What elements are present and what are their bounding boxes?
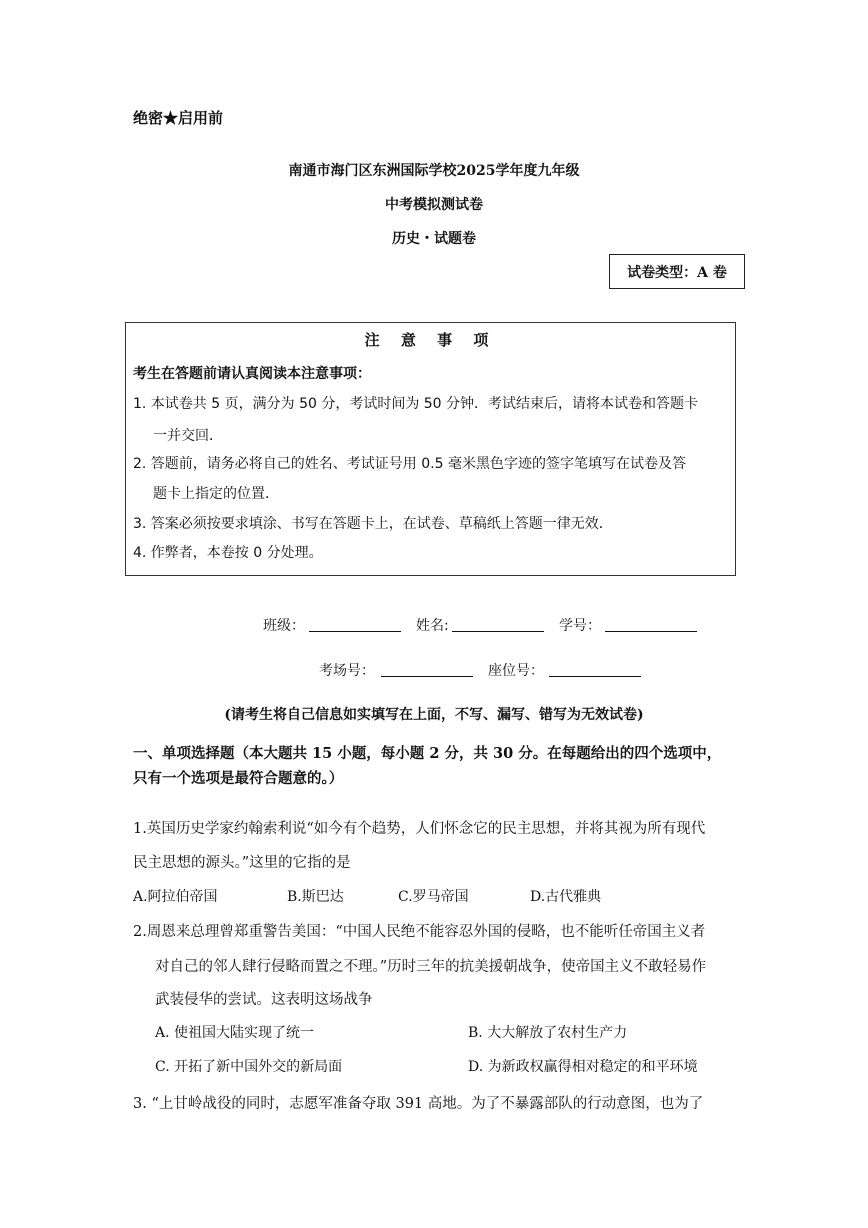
class-field[interactable] [309,630,401,632]
class-label: 班级： [263,618,305,634]
exam-title-line2: 中考模拟测试卷 [385,197,483,213]
exam-room-label: 考场号： [319,663,375,679]
notice-line-1: 1. 本试卷共 5 页，满分为 50 分，考试时间为 50 分钟．考试结束后，请将本试卷和答题卡 [133,396,699,412]
notice-title: 注 意 事 项 [364,331,497,349]
seat-label: 座位号： [488,663,544,679]
q1-option-a: A.阿拉伯帝国 [133,889,218,905]
q1-option-d: D.古代雅典 [530,889,602,905]
q2-option-a: A. 使祖国大陆实现了统一 [155,1025,315,1041]
notice-box [125,322,736,576]
paper-type-box: 试卷类型：A 卷 [609,254,745,289]
notice-line-2: 2. 答题前，请务必将自己的姓名、考试证号用 0.5 毫米黑色字迹的签字笔填写在试卷及答 [133,456,686,472]
student-no-field[interactable] [605,630,697,632]
notice-line-1-cont: 一并交回． [153,428,223,444]
q2-text-line3: 武装侵华的尝试。这表明这场战争 [155,992,373,1008]
q2-text-line1: 2.周恩来总理曾郑重警告美国：“中国人民绝不能容忍外国的侵略，也不能听任帝国主义者 [133,924,706,940]
seat-field[interactable] [549,675,641,677]
section1-heading-line2: 只有一个选项是最符合题意的。） [133,770,344,787]
notice-line-3: 3. 答案必须按要求填涂、书写在答题卡上，在试卷、草稿纸上答题一律无效． [133,516,613,532]
q2-text-line2: 对自己的邻人肆行侵略而置之不理。”历时三年的抗美援朝战争，使帝国主义不敢轻易作 [155,959,707,975]
name-field[interactable] [452,630,544,632]
exam-title-line1: 南通市海门区东洲国际学校2025学年度九年级 [288,163,580,179]
q1-text-line2: 民主思想的源头。”这里的它指的是 [133,855,351,871]
section1-heading-line1: 一、单项选择题（本大题共 15 小题，每小题 2 分，共 30 分。在每题给出的四个选项中， [133,745,722,762]
info-warning: (请考生将自己信息如实填写在上面，不写、漏写、错写为无效试卷) [224,707,644,723]
q1-option-b: B.斯巴达 [287,889,344,905]
q1-text-line1: 1.英国历史学家约翰索利说“如今有个趋势，人们怀念它的民主思想，并将其视为所有现代 [133,821,706,837]
notice-line-2-cont: 题卡上指定的位置． [153,486,279,502]
name-label: 姓名: [416,618,449,634]
notice-intro: 考生在答题前请认真阅读本注意事项： [133,366,371,382]
q2-option-b: B. 大大解放了农村生产力 [468,1025,628,1041]
q3-text-line1: 3. “上甘岭战役的同时，志愿军准备夺取 391 高地。为了不暴露部队的行动意图，也为了 [133,1096,704,1112]
q2-option-d: D. 为新政权赢得相对稳定的和平环境 [468,1059,698,1075]
exam-title-line3: 历史・试题卷 [392,231,476,247]
confidential-mark: 绝密★启用前 [133,109,224,127]
exam-room-field[interactable] [381,675,473,677]
notice-line-4: 4. 作弊者，本卷按 0 分处理。 [133,545,323,561]
q2-option-c: C. 开拓了新中国外交的新局面 [155,1059,343,1075]
q1-option-c: C.罗马帝国 [398,889,469,905]
student-no-label: 学号： [559,618,601,634]
